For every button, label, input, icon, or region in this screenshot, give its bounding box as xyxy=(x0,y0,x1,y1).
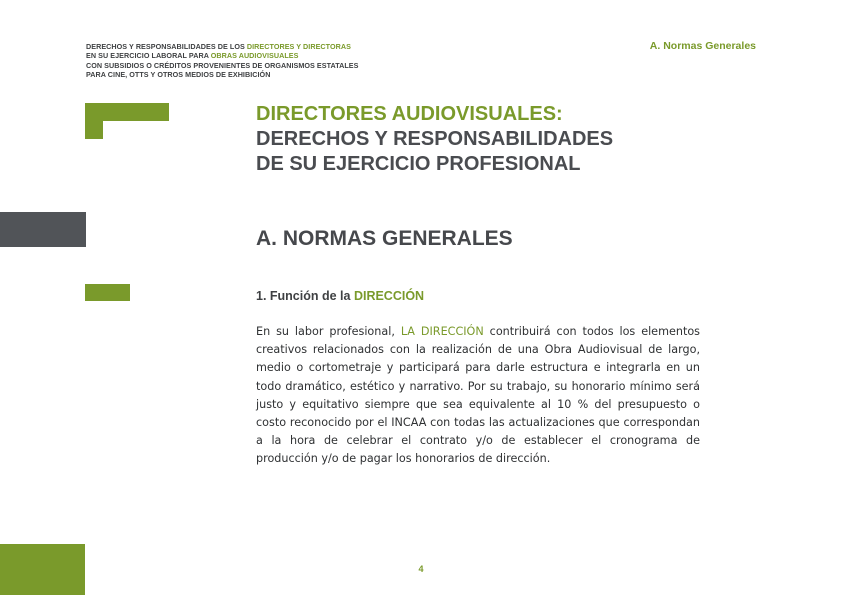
page-title-line-1: DIRECTORES AUDIOVISUALES: xyxy=(256,103,563,125)
page-number: 4 xyxy=(418,564,424,574)
running-header-highlight-2: OBRAS AUDIOVISUALES xyxy=(210,51,299,61)
body-paragraph: En su labor profesional, LA DIRECCIÓN contribuirá con todos los elementos creativos relacionados con la realización de una Obra Audiovisual de largo, medio o cortometraje y participará para darle estructura e integrarla en un todo dramático, estético y narrativo. Por su trabajo, su honorario mínimo será justo y equitativo siempre que sea equivalente al 10 % del presupuesto o costo reconocido por el INCAA con todas las actualizaciones que correspondan a la hora de celebrar el contrato y/o de establecer el cronograma de producción y/o de pagar los honorarios de dirección. xyxy=(256,325,700,466)
running-header-highlight-1: DIRECTORES Y DIRECTORAS xyxy=(246,42,351,51)
body-highlight: LA DIRECCIÓN xyxy=(400,325,484,338)
running-header-line-2: EN SU EJERCICIO LABORAL PARA OBRAS AUDIOVISUALES xyxy=(86,51,299,61)
page-title-line-3: DE SU EJERCICIO PROFESIONAL xyxy=(256,153,581,175)
section-heading: A. NORMAS GENERALES xyxy=(256,227,513,250)
running-header-line-3: CON SUBSIDIOS O CRÉDITOS PROVENIENTES DE ORGANISMOS ESTATALES xyxy=(86,60,359,70)
page-title xyxy=(256,102,613,177)
running-header-line-4: PARA CINE, OTTS Y OTROS MEDIOS DE EXHIBICIÓN xyxy=(86,69,271,79)
decorative-green-bar xyxy=(85,284,130,301)
decorative-grey-block xyxy=(0,212,86,247)
running-header-line-1: DERECHOS Y RESPONSABILIDADES DE LOS DIRECTORES Y DIRECTORAS xyxy=(86,42,351,51)
running-header xyxy=(86,42,358,79)
page-title-line-2: DERECHOS Y RESPONSABILIDADES xyxy=(256,128,614,150)
section-tag: A. Normas Generales xyxy=(649,40,756,52)
subsection-heading: 1. Función de la DIRECCIÓN xyxy=(256,289,425,303)
decorative-green-bracket-stem xyxy=(85,103,103,139)
subsection-highlight: DIRECCIÓN xyxy=(353,289,425,303)
